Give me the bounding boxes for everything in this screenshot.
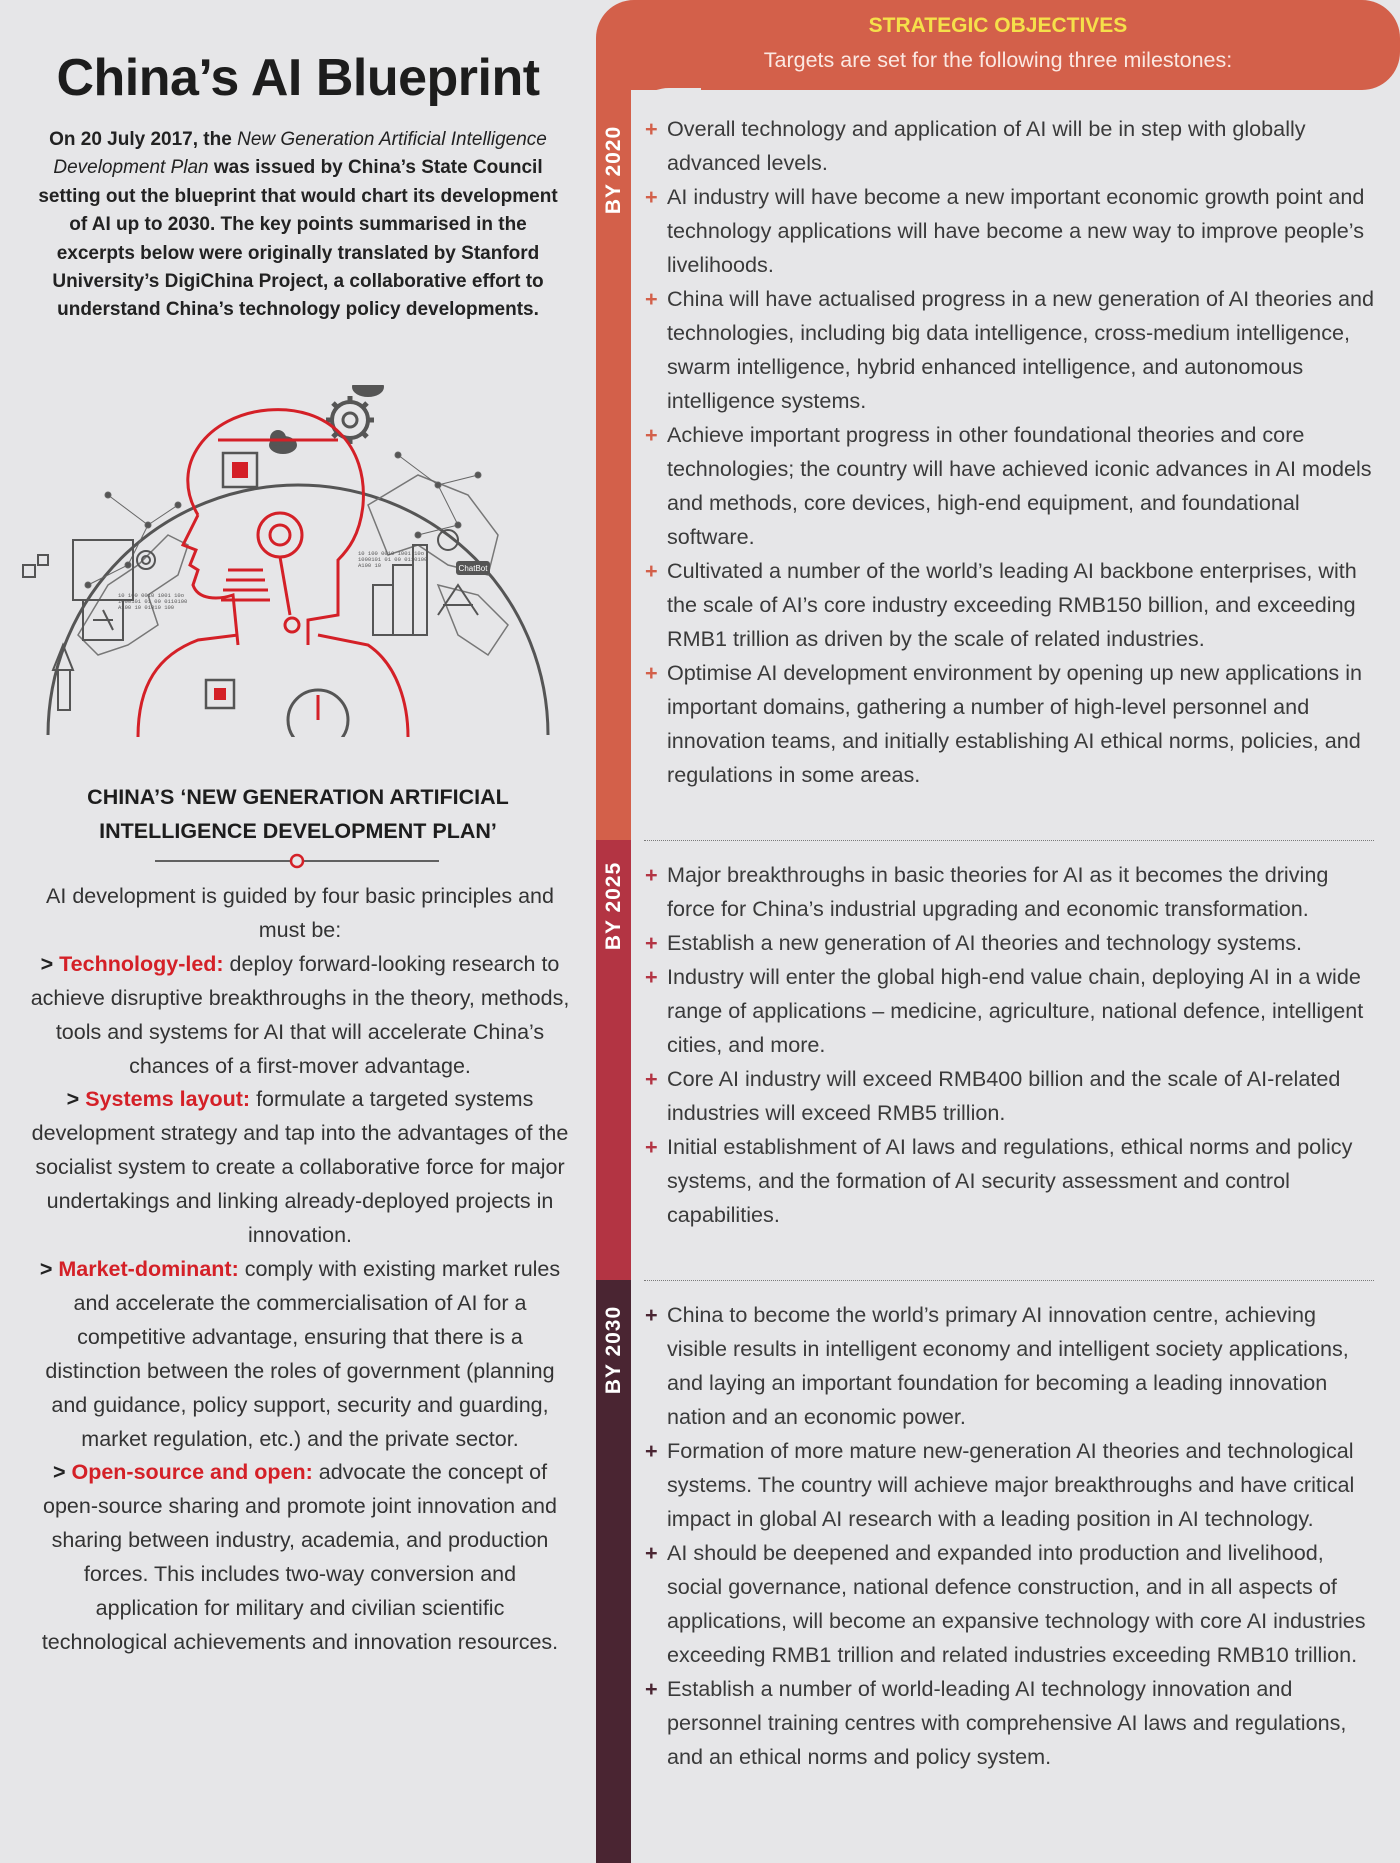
objective-item: + Industry will enter the global high-end value chain, deploying AI in a wide range of applications – medicine, agriculture, national defence, intelligent cities, and more.	[645, 960, 1380, 1062]
objective-item: + Formation of more mature new-generation AI theories and technological systems. The country will achieve major breakthroughs and have critical impact in global AI research with a leading position in AI technology.	[645, 1434, 1380, 1536]
binary-line: A100 10 01010 100	[118, 604, 175, 611]
principle-text: formulate a targeted systems development strategy and tap into the advantages of the socialist system to create a collaborative force for major undertakings and linking already-deployed projects in innovation.	[31, 1087, 569, 1248]
objective-item: + Establish a new generation of AI theories and technology systems.	[645, 926, 1380, 960]
chatbot-label: ChatBot	[458, 564, 488, 573]
objective-item: + Core AI industry will exceed RMB400 billion and the scale of AI-related industries will exceed RMB5 trillion.	[645, 1062, 1380, 1130]
principle-label: Technology-led:	[59, 951, 224, 976]
principles-intro: AI development is guided by four basic principles and must be:	[46, 884, 554, 942]
binary-line: 1000101 01 00 0110100	[118, 598, 188, 605]
objective-item: + Establish a number of world-leading AI technology innovation and personnel training centres with comprehensive AI laws and regulations, and an ethical norms and policy system.	[645, 1672, 1380, 1774]
plus-icon: +	[645, 184, 658, 209]
milestone-list-2030	[645, 1298, 1380, 1774]
milestone-list-2025	[645, 858, 1380, 1232]
principles-block	[30, 880, 570, 1660]
milestone-list-2020	[645, 112, 1380, 792]
objective-item: + China will have actualised progress in a new generation of AI theories and technologies, including big data intelligence, cross-medium intelligence, swarm intelligence, hybrid enhanced intelligence, and autonomous intelligence systems.	[645, 282, 1380, 418]
binary-line: A100 10	[358, 562, 382, 569]
principle-label: Open-source and open:	[71, 1460, 313, 1485]
page-title: China’s AI Blueprint	[56, 49, 540, 107]
binary-line: 1000101 01 00 0110100	[358, 556, 428, 563]
intro-paragraph	[28, 126, 568, 325]
objective-item: + Overall technology and application of AI will be in step with globally advanced levels.	[645, 112, 1380, 180]
devices-icon	[23, 540, 155, 710]
milestone-label: BY 2020	[602, 125, 625, 215]
principle-label: Systems layout:	[85, 1087, 251, 1112]
objective-item: + Major breakthroughs in basic theories for AI as it becomes the driving force for China’s industrial upgrading and economic transformation.	[645, 858, 1380, 926]
objective-item: + AI industry will have become a new important economic growth point and technology applications will have become a new way to improve people’s livelihoods.	[645, 180, 1380, 282]
objective-item: + AI should be deepened and expanded into production and livelihood, social governance, national defence construction, and in all aspects of applications, will become an expansive technology with core AI industries exceeding RMB1 trillion and related industries exceeding RMB10 trillion.	[645, 1536, 1380, 1672]
objective-item: + Achieve important progress in other foundational theories and core technologies; the country will have achieved iconic advances in AI models and methods, core devices, high-end equipment, and foundational software.	[645, 418, 1380, 554]
principle-text: deploy forward-looking research to achieve disruptive breakthroughs in the theory, methods, tools and systems for AI that will accelerate China’s chances of a first-mover advantage.	[30, 951, 570, 1078]
milestone-separator	[644, 1280, 1374, 1281]
intro-part1: On 20 July 2017, the	[49, 129, 238, 150]
objective-item: + China to become the world’s primary AI innovation centre, achieving visible results in intelligent economy and intelligent society applications, and laying an important foundation for becoming a leading innovation nation and an economic power.	[645, 1298, 1380, 1434]
ai-head-illustration	[18, 385, 578, 737]
milestone-label: BY 2025	[602, 861, 625, 951]
plus-icon: +	[645, 286, 658, 311]
plus-icon: +	[645, 930, 658, 955]
plus-icon: +	[645, 1676, 658, 1701]
binary-line: 10 100 0010 1001 10o	[118, 592, 185, 599]
plus-icon: +	[645, 1302, 658, 1327]
plus-icon: +	[645, 558, 658, 583]
plus-icon: +	[645, 660, 658, 685]
left-column	[0, 0, 596, 1863]
principle-text: advocate the concept of open-source sharing and promote joint innovation and sharing between industry, academia, and production forces. This includes two-way conversion and application for military and civilian scientific technological achievements and innovation resources.	[41, 1460, 559, 1654]
principle-item: > Market-dominant: comply with existing market rules and accelerate the commercialisation of AI for a competitive advantage, ensuring that there is a distinction between the roles of government (planning and guidance, policy support, security and guarding, market regulation, etc.) and the private sector.	[39, 1256, 561, 1451]
objectives-subtitle: Targets are set for the following three milestones:	[763, 48, 1233, 72]
milestone-label: BY 2030	[602, 1305, 625, 1395]
plus-icon: +	[645, 1134, 658, 1159]
objectives-title: STRATEGIC OBJECTIVES	[868, 14, 1128, 37]
plan-heading: CHINA’S ‘NEW GENERATION ARTIFICIAL INTELLIGENCE DEVELOPMENT PLAN’	[87, 785, 509, 843]
principle-item: > Systems layout: formulate a targeted systems development strategy and tap into the advantages of the socialist system to create a collaborative force for major undertakings and linking already-deployed projects in innovation.	[31, 1087, 569, 1248]
objective-item: + Initial establishment of AI laws and regulations, ethical norms and policy systems, and the formation of AI security assessment and control capabilities.	[645, 1130, 1380, 1232]
principle-label: Market-dominant:	[58, 1256, 239, 1281]
plus-icon: +	[645, 964, 658, 989]
plus-icon: +	[645, 116, 658, 141]
plus-icon: +	[645, 422, 658, 447]
plus-icon: +	[645, 1438, 658, 1463]
principle-item: > Technology-led: deploy forward-looking research to achieve disruptive breakthroughs in the theory, methods, tools and systems for AI that will accelerate China’s chances of a first-mover advantage.	[30, 951, 570, 1078]
principle-item: > Open-source and open: advocate the concept of open-source sharing and promote joint innovation and sharing between industry, academia, and production forces. This includes two-way conversion and application for military and civilian scientific technological achievements and innovation resources.	[41, 1460, 559, 1654]
heading-divider-icon	[155, 852, 439, 870]
intro-part2: was issued by China’s State Council setting out the blueprint that would chart its development of AI up to 2030. The key points summarised in the excerpts below were originally translated by Stanford University’s DigiChina Project, a collaborative effort to understand China’s technology policy developments.	[38, 157, 558, 321]
plus-icon: +	[645, 862, 658, 887]
intro-plan-name: New Generation Artificial Intelligence Development Plan	[53, 129, 547, 179]
plus-icon: +	[645, 1066, 658, 1091]
milestone-separator	[644, 840, 1374, 841]
objective-item: + Cultivated a number of the world’s leading AI backbone enterprises, with the scale of AI’s core industry exceeding RMB150 billion, and exceeding RMB1 trillion as driven by the scale of related industries.	[645, 554, 1380, 656]
plus-icon: +	[645, 1540, 658, 1565]
objective-item: + Optimise AI development environment by opening up new applications in important domains, gathering a number of high-level personnel and innovation teams, and initially establishing AI ethical norms, policies, and regulations in some areas.	[645, 656, 1380, 792]
binary-line: 10 100 0010 1001 10o	[358, 550, 425, 557]
principle-text: comply with existing market rules and accelerate the commercialisation of AI for a competitive advantage, ensuring that there is a distinction between the roles of government (planning and guidance, policy support, security and guarding, market regulation, etc.) and the private sector.	[45, 1256, 561, 1451]
gear-icon	[326, 396, 374, 444]
